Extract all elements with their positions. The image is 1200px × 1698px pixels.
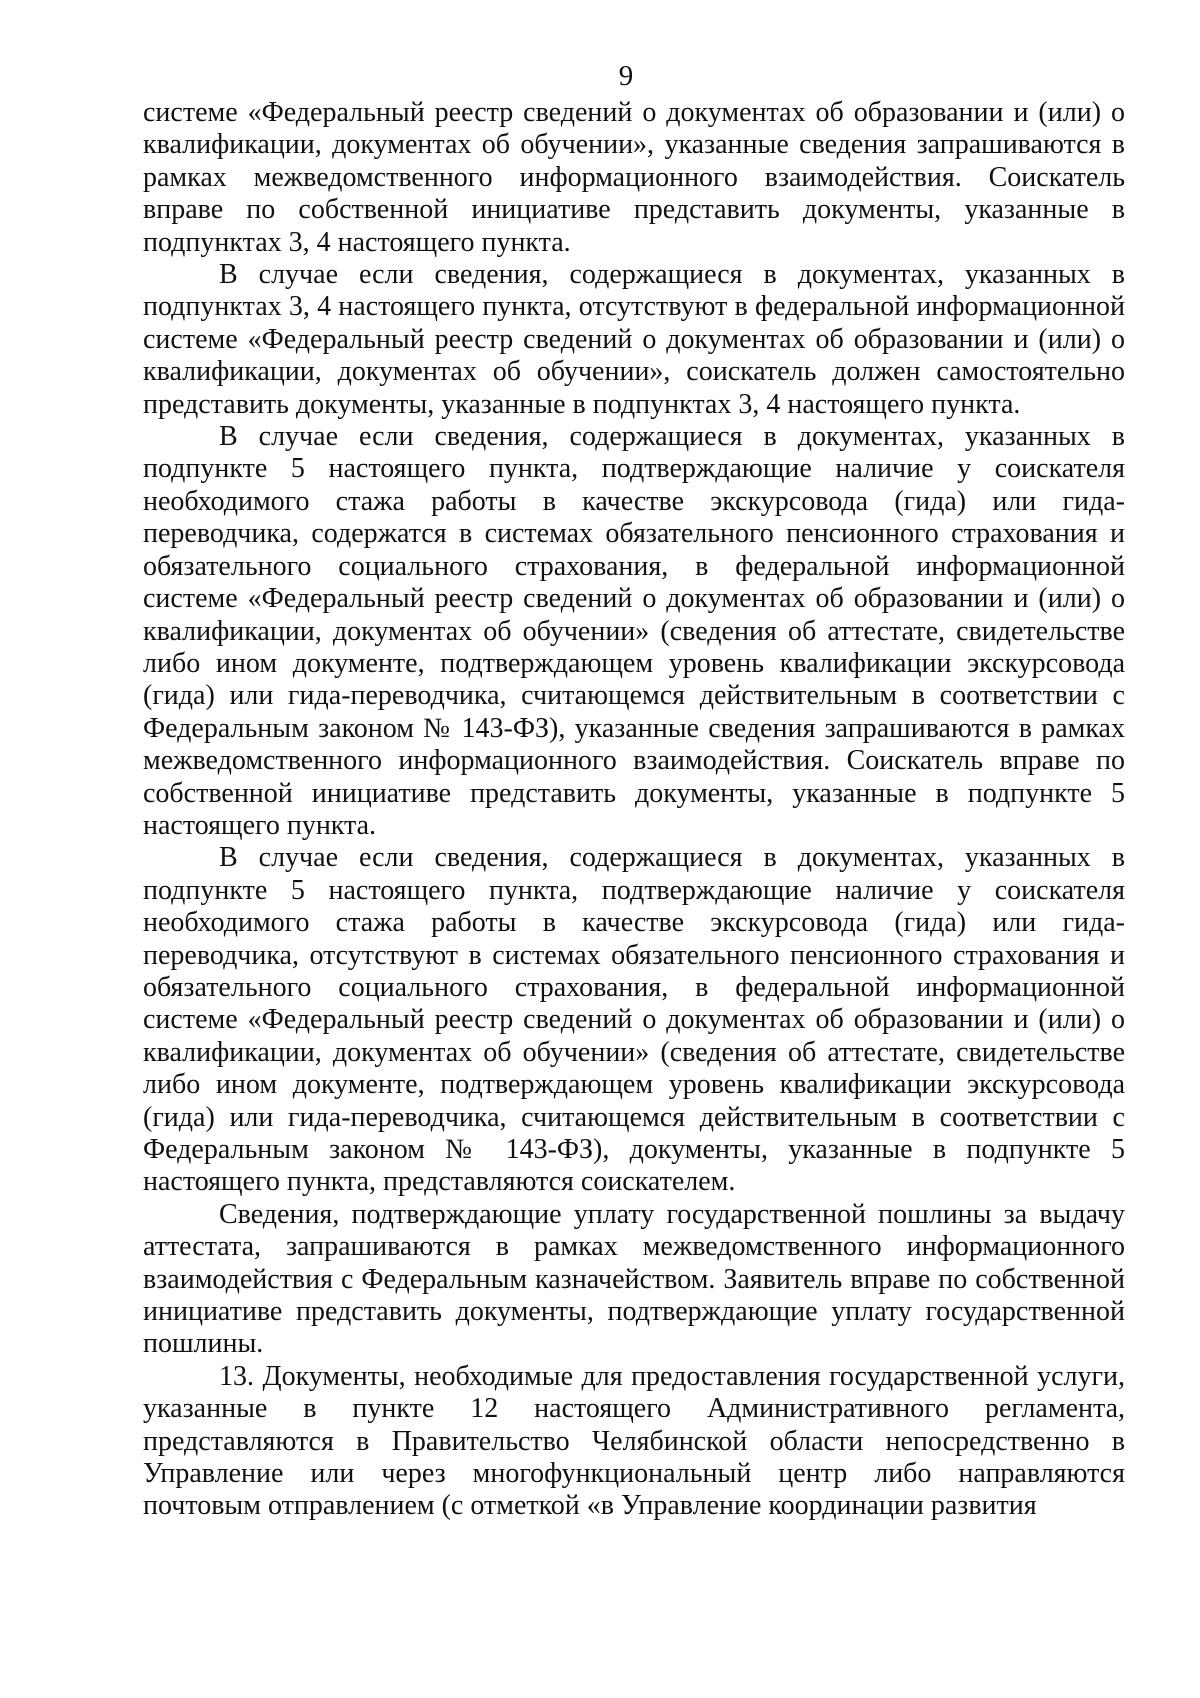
paragraph-subitem-5-present: В случае если сведения, содержащиеся в документах, указанных в подпункте 5 настоящего пункта, подтверждающие наличие у соискателя необходимого стажа работы в качестве экскурсовода (гида) или гида-переводчика, содержатся в системах обязательного пенсионного страхования и обязательного социального страхования, в федеральной информационной системе «Федеральный реестр сведений о документах об образовании и (или) о квалификации, документах об обучении» (сведения об аттестате, свидетельстве либо ином документе, подтверждающем уровень квалификации экскурсовода (гида) или гида-переводчика, считающемся действительным в соответствии с Федеральным законом № 143-ФЗ), указанные сведения запрашиваются в рамках межведомственного информационного взаимодействия. Соискатель вправе по собственной инициативе представить документы, указанные в подпункте 5 настоящего пункта. — [143, 421, 1125, 841]
paragraph-state-fee: Сведения, подтверждающие уплату государственной пошлины за выдачу аттестата, запрашиваются в рамках межведомственного информационного взаимодействия с Федеральным казначейством. Заявитель вправе по собственной инициативе представить документы, подтверждающие уплату государственной пошлины. — [143, 1198, 1125, 1360]
paragraph-subitems-3-4: В случае если сведения, содержащиеся в документах, указанных в подпунктах 3, 4 настоящего пункта, отсутствуют в федеральной информационной системе «Федеральный реестр сведений о документах об образовании и (или) о квалификации, документах об обучении», соискатель должен самостоятельно представить документы, указанные в подпунктах 3, 4 настоящего пункта. — [143, 259, 1125, 420]
document-body — [143, 97, 1125, 1523]
page-number: 9 — [618, 60, 634, 92]
paragraph-subitem-5-absent: В случае если сведения, содержащиеся в документах, указанных в подпункте 5 настоящего пункта, подтверждающие наличие у соискателя необходимого стажа работы в качестве экскурсовода (гида) или гида-переводчика, отсутствуют в системах обязательного пенсионного страхования и обязательного социального страхования, в федеральной информационной системе «Федеральный реестр сведений о документах об образовании и (или) о квалификации, документах об обучении» (сведения об аттестате, свидетельстве либо ином документе, подтверждающем уровень квалификации экскурсовода (гида) или гида-переводчика, считающемся действительным в соответствии с Федеральным законом № 143-ФЗ), документы, указанные в подпункте 5 настоящего пункта, представляются соискателем. — [143, 842, 1125, 1198]
paragraph-continuation: системе «Федеральный реестр сведений о документах об образовании и (или) о квалификации, документах об обучении», указанные сведения запрашиваются в рамках межведомственного информационного взаимодействия. Соискатель вправе по собственной инициативе представить документы, указанные в подпунктах 3, 4 настоящего пункта. — [143, 97, 1125, 258]
paragraph-item-13: 13. Документы, необходимые для предоставления государственной услуги, указанные в пункте 12 настоящего Административного регламента, представляются в Правительство Челябинской области непосредственно в Управление или через многофункциональный центр либо направляются почтовым отправлением (с отметкой «в Управление координации развития — [143, 1360, 1125, 1522]
